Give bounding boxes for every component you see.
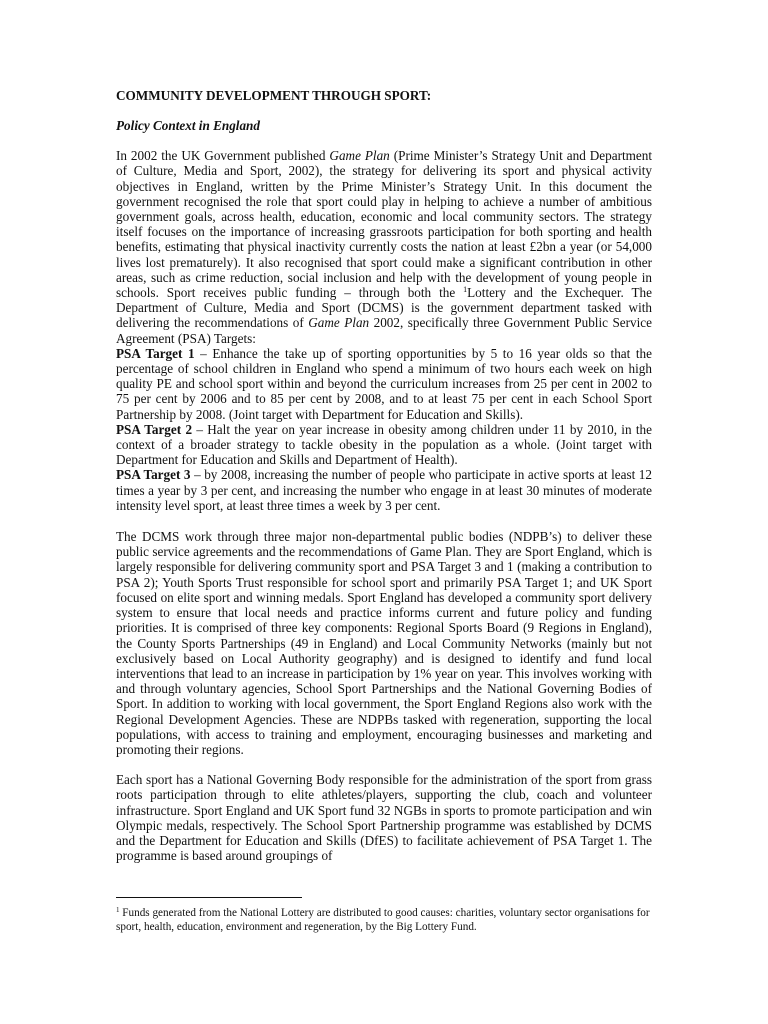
psa-target-3-label: PSA Target 3 bbox=[116, 467, 191, 483]
psa-target-2-text: – Halt the year on year increase in obesity among children under 11 by 2010, in the context of a broader strategy to tackle obesity in the population as a whole. (Joint target with Department for Education and Skills and Department of Health). bbox=[116, 421, 652, 468]
footnote-mark: 1 bbox=[116, 906, 120, 914]
paragraph-game-plan bbox=[116, 148, 652, 346]
psa-target-3 bbox=[116, 467, 652, 513]
p1-text-b: (Prime Minister’s Strategy Unit and Department of Culture, Media and Sport, 2002), the strategy for delivering its sport and physical activity objectives in England, written by the Prime Minister’s Strategy Unit. In this document the government recognised the role that sport could play in helping to achieve a number of ambitious government goals, across health, education, economic and local community sectors. The strategy itself focuses on the importance of increasing grassroots participation for both sporting and health benefits, estimating that physical inactivity currently costs the nation at least £2bn a year (or 54,000 lives lost prematurely). It also recognised that sport could make a significant contribution in other areas, such as crime reduction, social inclusion and help with the development of young people in schools. Sport receives public funding – through both the bbox=[116, 148, 653, 301]
game-plan-title-2: Game Plan bbox=[308, 315, 370, 331]
psa-target-2-label: PSA Target 2 bbox=[116, 421, 193, 437]
p1-text-d: 2002, specifically three Government Public Service Agreement (PSA) Targets: bbox=[116, 315, 653, 346]
footnote bbox=[116, 906, 652, 934]
footnote-divider bbox=[116, 897, 302, 898]
document-title: COMMUNITY DEVELOPMENT THROUGH SPORT: bbox=[116, 88, 432, 103]
game-plan-title: Game Plan bbox=[329, 148, 390, 164]
psa-target-3-text: – by 2008, increasing the number of people who participate in active sports at least 12 times a year by 3 per cent, and increasing the number who engage in at least 30 minutes of moderate intensity level sport, at least three times a week by 3 per cent. bbox=[116, 467, 652, 513]
psa-target-1-label: PSA Target 1 bbox=[116, 345, 195, 361]
footnote-text: Funds generated from the National Lottery are distributed to good causes: charities, voluntary sector organisations for sport, health, education, environment and regeneration, by the Big Lottery Fund. bbox=[116, 907, 650, 933]
document-body bbox=[116, 88, 652, 863]
paragraph-dcms: The DCMS work through three major non-departmental public bodies (NDPB’s) to deliver these public service agreements and the recommendations of Game Plan. They are Sport England, which is largely responsible for delivering community sport and PSA Target 3 and 1 (making a contribution to PSA 2); Youth Sports Trust responsible for school sport and primarily PSA Target 1; and UK Sport focused on elite sport and winning medals. Sport England has developed a community sport delivery system to ensure that local needs and practice informs current and future policy and funding priorities. It is comprised of three key components: Regional Sports Board (9 Regions in England), the County Sports Partnerships (49 in England) and Local Community Networks (mainly but not exclusively based on Local Authority geography) and is designed to identify and fund local interventions that lead to an increase in participation by 1% year on year. This involves working with and through voluntary agencies, School Sport Partnerships and the National Governing Bodies of Sport. In addition to working with local government, the Sport England Regions also work with the Regional Development Agencies. These are NDPBs tasked with regeneration, supporting the local populations, with access to training and employment, encouraging businesses and marketing and promoting their regions. bbox=[116, 529, 652, 757]
paragraph-governing-bodies: Each sport has a National Governing Body responsible for the administration of the sport from grass roots participation through to elite athletes/players, supporting the club, coach and volunteer infrastructure. Sport England and UK Sport fund 32 NGBs in sports to promote participation and win Olympic medals, respectively. The School Sport Partnership programme was established by DCMS and the Department for Education and Skills (DfES) to facilitate achievement of PSA Target 1. The programme is based around groupings of bbox=[116, 772, 652, 864]
footnote-reference[interactable]: 1 bbox=[463, 285, 468, 295]
p1-text-a: In 2002 the UK Government published bbox=[116, 148, 330, 164]
p1-text-c: Lottery and the Exchequer. The Department of Culture, Media and Sport (DCMS) is the government department tasked with delivering the recommendations of bbox=[116, 285, 653, 331]
psa-target-2 bbox=[116, 422, 652, 468]
psa-target-1-text: – Enhance the take up of sporting opportunities by 5 to 16 year olds so that the percentage of school children in England who spend a minimum of two hours each week on high quality PE and school sport within and beyond the curriculum increases from 25 per cent in 2002 to 75 per cent by 2006 and to 85 per cent by 2008, and to at least 75 per cent in each School Sport Partnership by 2008. (Joint target with Department for Education and Skills). bbox=[116, 345, 652, 422]
psa-target-1 bbox=[116, 346, 652, 422]
document-subtitle: Policy Context in England bbox=[116, 118, 260, 133]
